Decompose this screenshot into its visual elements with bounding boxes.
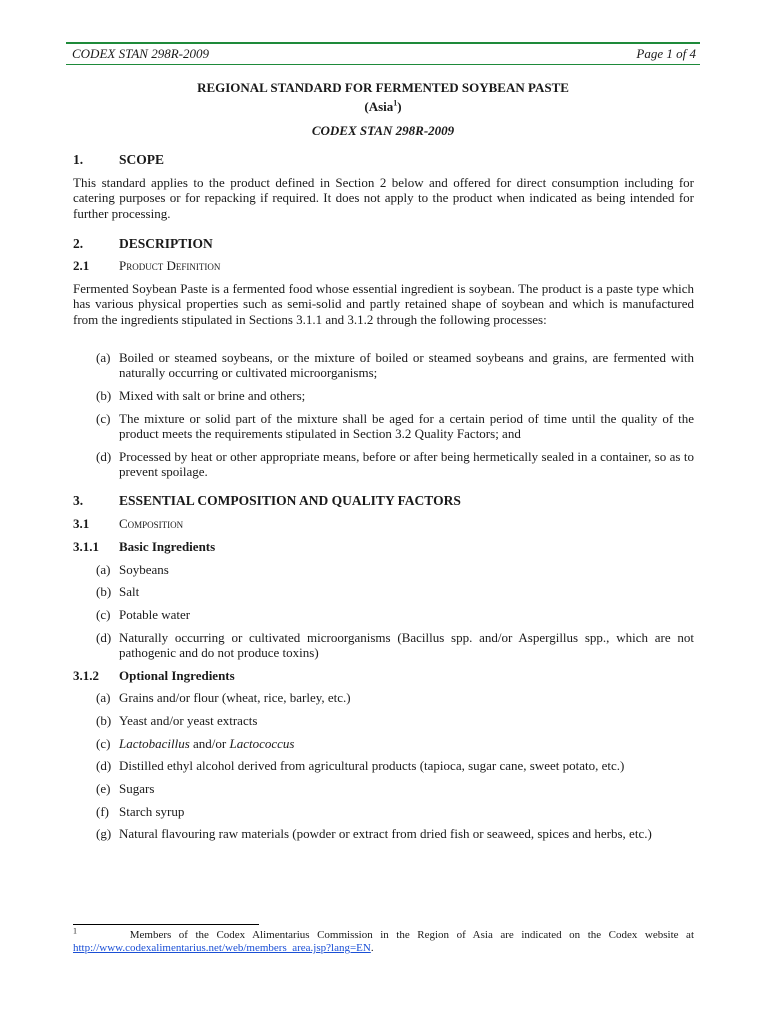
list-item: (e) Sugars: [96, 781, 155, 796]
section-heading-scope: 1. SCOPE: [73, 152, 165, 167]
list-item: (g) Natural flavouring raw materials (powder or extract from dried fish or seaweed, spices and herbs, etc.): [96, 826, 652, 841]
document-code: CODEX STAN 298R-2009: [311, 123, 455, 138]
footnote-marker: 1: [73, 926, 77, 936]
section-heading-composition: 3. ESSENTIAL COMPOSITION AND QUALITY FACTORS: [73, 493, 461, 508]
list-item: (f) Starch syrup: [96, 804, 185, 819]
list-item: (b) Yeast and/or yeast extracts: [96, 713, 258, 728]
footnote-divider: [73, 924, 259, 925]
list-item: (d) Processed by heat or other appropriate means, before or after being hermetically sealed in a container, so as to prevent spoilage.: [96, 449, 694, 480]
scope-paragraph: This standard applies to the product defined in Section 2 below and offered for direct consumption including for catering purposes or for repacking if required. It does not apply to the product when indicated as being intended for further processing.: [73, 175, 694, 221]
subsection-heading-composition: 3.1 Composition: [73, 516, 184, 531]
description-paragraph: Fermented Soybean Paste is a fermented food whose essential ingredient is soybean. The product is a paste type which has various physical properties such as semi-solid and partly retained shape of soybean and which is manufactured from the ingredients stipulated in Sections 3.1.1 and 3.1.2 through the following processes:: [73, 281, 694, 327]
codex-members-link[interactable]: http://www.codexalimentarius.net/web/members_area.jsp?lang=EN: [73, 942, 371, 954]
subsection-heading-optional-ingredients: 3.1.2 Optional Ingredients: [73, 668, 235, 683]
document-region: (Asia$^1$): [364, 98, 402, 114]
footnote: $^1$ Members of the Codex Alimentarius Commission in the Region of Asia are indicated on the Codex website at http://www.codexalimentarius.net/web/members_area.jsp?lang=EN.: [73, 926, 694, 954]
list-item: (c) Potable water: [96, 607, 191, 622]
page-info: Page 1 of 4: [636, 46, 696, 61]
list-item: (c) The mixture or solid part of the mixture shall be aged for a certain period of time until the quality of the product meets the requirements stipulated in Section 3.2 Quality Factors; and: [96, 411, 694, 442]
list-item: (a) Grains and/or flour (wheat, rice, barley, etc.): [96, 690, 351, 705]
page-header: [66, 42, 700, 65]
subsection-heading-product-definition: 2.1 Product Definition: [73, 258, 221, 273]
list-item: (d) Distilled ethyl alcohol derived from agricultural products (tapioca, sugar cane, sweet potato, etc.): [96, 758, 625, 773]
doc-code: CODEX STAN 298R-2009: [72, 46, 209, 61]
list-item: (b) Mixed with salt or brine and others;: [96, 388, 306, 403]
list-item: (b) Salt: [96, 584, 140, 599]
list-item: (a) Boiled or steamed soybeans, or the mixture of boiled or steamed soybeans and grains, are fermented with naturally occurring or cultivated microorganisms;: [96, 350, 694, 381]
list-item: (c) Lactobacillus and/or Lactococcus: [96, 736, 295, 751]
footnote-text: Members of the Codex Alimentarius Commission in the Region of Asia are indicated on the Codex website at: [129, 929, 694, 941]
subsection-heading-basic-ingredients: 3.1.1 Basic Ingredients: [73, 539, 216, 554]
list-item: (d) Naturally occurring or cultivated microorganisms (Bacillus spp. and/or Aspergillus spp., which are not pathogenic and do not produce toxins): [96, 630, 694, 661]
list-item: (a) Soybeans: [96, 562, 169, 577]
document-title: REGIONAL STANDARD FOR FERMENTED SOYBEAN PASTE: [197, 80, 569, 95]
section-heading-description: 2. DESCRIPTION: [73, 236, 213, 251]
